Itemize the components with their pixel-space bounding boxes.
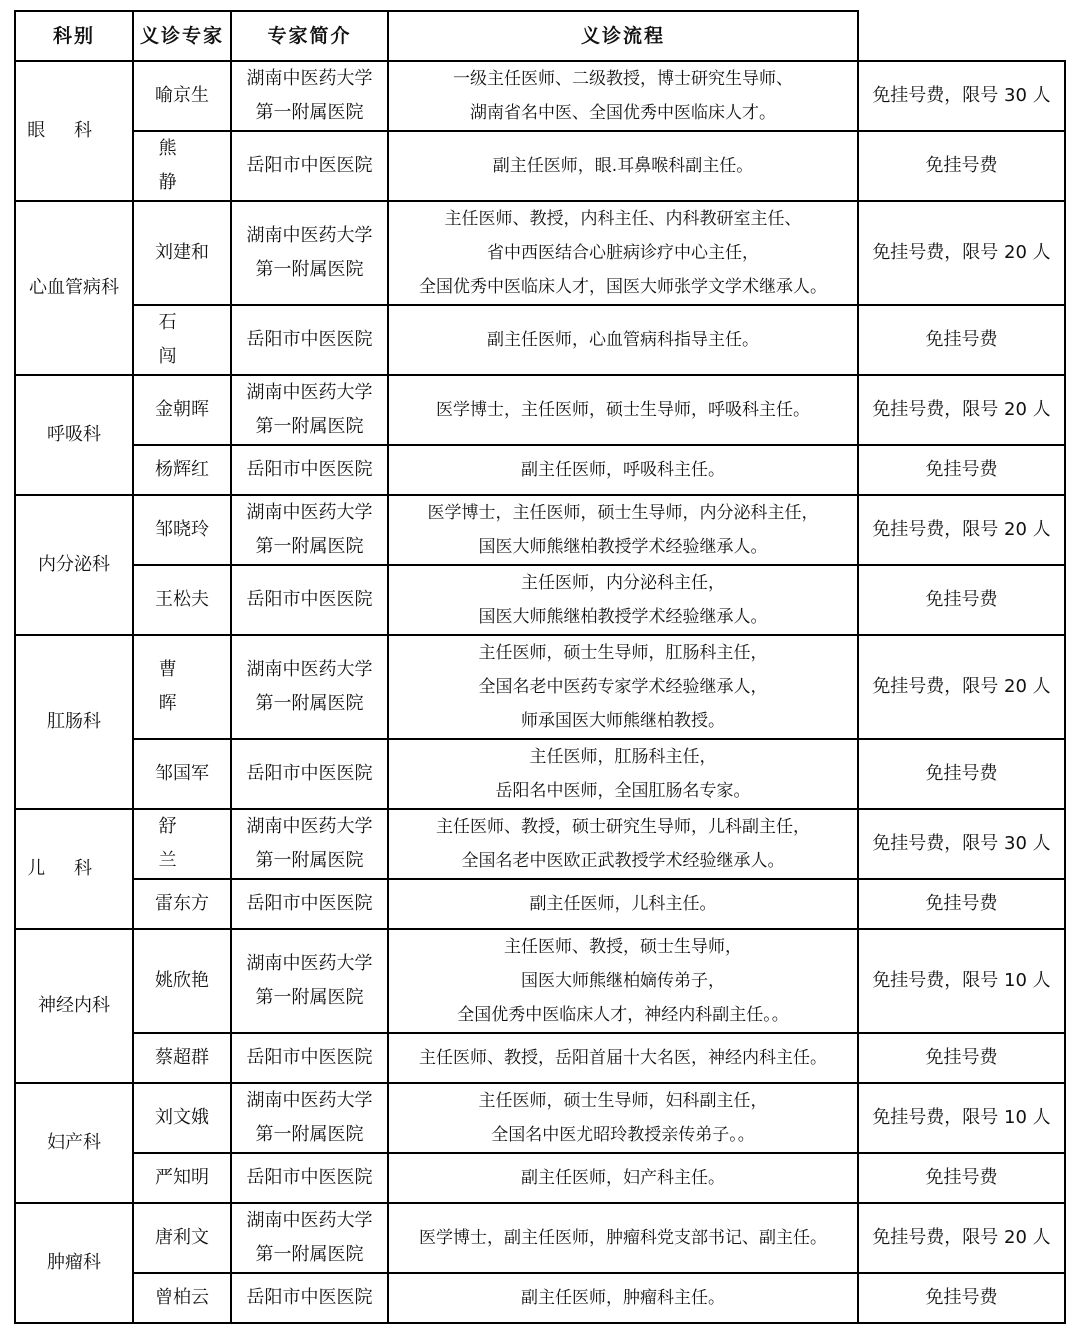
expert-name: 杨辉红 xyxy=(133,445,231,495)
header-dept: 科别 xyxy=(15,11,133,61)
intro-line: 国医大师熊继柏教授学术经验继承人。 xyxy=(478,537,768,557)
intro-cell xyxy=(388,131,858,201)
intro-line: 岳阳名中医师，全国肛肠名专家。 xyxy=(495,781,751,801)
process-cell: 免挂号费 xyxy=(858,1153,1065,1203)
intro-line: 省中西医结合心脏病诊疗中心主任， xyxy=(487,243,759,263)
intro-line: 副主任医师，呼吸科主任。 xyxy=(521,460,725,480)
table-row xyxy=(15,1083,1065,1153)
hospital-cell xyxy=(231,635,388,739)
hospital-line: 第一附属医院 xyxy=(255,1124,364,1145)
expert-name: 邹晓玲 xyxy=(133,495,231,565)
hospital-line: 岳阳市中医医院 xyxy=(246,1167,373,1188)
process-cell: 免挂号费 xyxy=(858,305,1065,375)
intro-cell xyxy=(388,375,858,445)
intro-cell xyxy=(388,61,858,131)
hospital-cell xyxy=(231,809,388,879)
hospital-line: 湖南中医药大学 xyxy=(246,382,373,403)
table-row xyxy=(15,1033,1065,1083)
hospital-cell xyxy=(231,445,388,495)
intro-cell xyxy=(388,635,858,739)
hospital-line: 第一附属医院 xyxy=(255,416,364,437)
intro-line: 副主任医师，肿瘤科主任。 xyxy=(521,1288,725,1308)
process-cell: 免挂号费，限号 20 人 xyxy=(858,375,1065,445)
intro-cell xyxy=(388,201,858,305)
header-intro: 专家简介 xyxy=(231,11,388,61)
intro-cell xyxy=(388,1273,858,1323)
hospital-cell xyxy=(231,201,388,305)
process-cell: 免挂号费，限号 20 人 xyxy=(858,201,1065,305)
intro-line: 全国名中医尤昭玲教授亲传弟子。。 xyxy=(491,1125,755,1145)
expert-name: 蔡超群 xyxy=(133,1033,231,1083)
dept-cell-cardiology: 心血管病科 xyxy=(15,201,133,375)
hospital-line: 岳阳市中医医院 xyxy=(246,763,373,784)
expert-name: 唐利文 xyxy=(133,1203,231,1273)
table-row xyxy=(15,495,1065,565)
hospital-cell xyxy=(231,305,388,375)
hospital-line: 湖南中医药大学 xyxy=(246,953,373,974)
hospital-line: 第一附属医院 xyxy=(255,987,364,1008)
table-row xyxy=(15,375,1065,445)
header-process: 义诊流程 xyxy=(388,11,858,61)
intro-line: 医学博士，副主任医师，肿瘤科党支部书记、副主任。 xyxy=(419,1228,827,1248)
intro-line: 主任医师，硕士生导师，肛肠科主任， xyxy=(478,643,768,663)
hospital-line: 湖南中医药大学 xyxy=(246,502,373,523)
hospital-line: 湖南中医药大学 xyxy=(246,816,373,837)
hospital-line: 岳阳市中医医院 xyxy=(246,155,373,176)
dept-cell-endocrinology: 内分泌科 xyxy=(15,495,133,635)
intro-line: 师承国医大师熊继柏教授。 xyxy=(521,711,725,731)
intro-cell xyxy=(388,1083,858,1153)
process-cell: 免挂号费 xyxy=(858,445,1065,495)
intro-line: 国医大师熊继柏教授学术经验继承人。 xyxy=(478,607,768,627)
hospital-cell xyxy=(231,1273,388,1323)
process-cell: 免挂号费，限号 20 人 xyxy=(858,1203,1065,1273)
process-cell: 免挂号费，限号 30 人 xyxy=(858,809,1065,879)
hospital-line: 第一附属医院 xyxy=(255,536,364,557)
hospital-line: 第一附属医院 xyxy=(255,259,364,280)
process-cell: 免挂号费 xyxy=(858,131,1065,201)
process-cell: 免挂号费 xyxy=(858,1273,1065,1323)
process-cell: 免挂号费，限号 10 人 xyxy=(858,929,1065,1033)
dept-cell-respiratory: 呼吸科 xyxy=(15,375,133,495)
dept-cell-eye: 眼科 xyxy=(15,61,133,201)
table-row xyxy=(15,635,1065,739)
expert-name: 曹晖 xyxy=(133,635,231,739)
table-row xyxy=(15,131,1065,201)
intro-line: 全国名老中医药专家学术经验继承人， xyxy=(478,677,768,697)
table-row xyxy=(15,1153,1065,1203)
process-cell: 免挂号费 xyxy=(858,739,1065,809)
hospital-line: 岳阳市中医医院 xyxy=(246,589,373,610)
header-row xyxy=(15,11,1065,61)
intro-line: 国医大师熊继柏嫡传弟子， xyxy=(521,971,725,991)
intro-line: 主任医师，硕士生导师，妇科副主任， xyxy=(478,1091,768,1111)
table-row xyxy=(15,61,1065,131)
dept-cell-proctology: 肛肠科 xyxy=(15,635,133,809)
intro-line: 主任医师、教授，硕士研究生导师，儿科副主任， xyxy=(436,817,810,837)
expert-name: 熊静 xyxy=(133,131,231,201)
intro-cell xyxy=(388,1203,858,1273)
table-row xyxy=(15,305,1065,375)
expert-name: 舒兰 xyxy=(133,809,231,879)
intro-line: 医学博士，主任医师，硕士生导师，呼吸科主任。 xyxy=(436,400,810,420)
table-row xyxy=(15,809,1065,879)
intro-line: 副主任医师，心血管病科指导主任。 xyxy=(487,330,759,350)
hospital-line: 岳阳市中医医院 xyxy=(246,1047,373,1068)
intro-cell xyxy=(388,1033,858,1083)
hospital-line: 湖南中医药大学 xyxy=(246,225,373,246)
intro-line: 全国优秀中医临床人才，神经内科副主任。。 xyxy=(457,1005,789,1025)
table-row xyxy=(15,565,1065,635)
intro-line: 主任医师、教授，硕士生导师， xyxy=(504,937,742,957)
expert-name: 刘建和 xyxy=(133,201,231,305)
hospital-line: 第一附属医院 xyxy=(255,850,364,871)
clinic-schedule-table xyxy=(14,10,1066,1324)
intro-line: 湖南省名中医、全国优秀中医临床人才。 xyxy=(470,103,776,123)
hospital-line: 湖南中医药大学 xyxy=(246,1090,373,1111)
hospital-cell xyxy=(231,1033,388,1083)
hospital-line: 岳阳市中医医院 xyxy=(246,459,373,480)
table-row xyxy=(15,739,1065,809)
expert-name: 刘文娥 xyxy=(133,1083,231,1153)
dept-cell-pediatrics: 儿科 xyxy=(15,809,133,929)
dept-cell-oncology: 肿瘤科 xyxy=(15,1203,133,1323)
hospital-line: 岳阳市中医医院 xyxy=(246,1287,373,1308)
hospital-line: 第一附属医院 xyxy=(255,693,364,714)
intro-line: 全国名老中医欧正武教授学术经验继承人。 xyxy=(461,851,785,871)
intro-line: 主任医师、教授，岳阳首届十大名医，神经内科主任。 xyxy=(419,1048,827,1068)
intro-cell xyxy=(388,305,858,375)
expert-name: 石闯 xyxy=(133,305,231,375)
process-cell: 免挂号费，限号 10 人 xyxy=(858,1083,1065,1153)
expert-name: 雷东方 xyxy=(133,879,231,929)
dept-cell-obstetrics: 妇产科 xyxy=(15,1083,133,1203)
intro-cell xyxy=(388,739,858,809)
expert-name: 严知明 xyxy=(133,1153,231,1203)
intro-cell xyxy=(388,809,858,879)
table-row xyxy=(15,929,1065,1033)
expert-name: 姚欣艳 xyxy=(133,929,231,1033)
intro-line: 主任医师，肛肠科主任， xyxy=(529,747,717,767)
process-cell: 免挂号费 xyxy=(858,565,1065,635)
intro-line: 全国优秀中医临床人才，国医大师张学文学术继承人。 xyxy=(419,277,827,297)
process-cell: 免挂号费，限号 20 人 xyxy=(858,495,1065,565)
table-row xyxy=(15,1273,1065,1323)
process-cell: 免挂号费 xyxy=(858,1033,1065,1083)
expert-name: 曾柏云 xyxy=(133,1273,231,1323)
intro-line: 副主任医师，儿科主任。 xyxy=(529,894,717,914)
dept-cell-neurology: 神经内科 xyxy=(15,929,133,1083)
intro-line: 主任医师、教授，内科主任、内科教研室主任、 xyxy=(444,209,802,229)
intro-cell xyxy=(388,565,858,635)
expert-name: 邹国军 xyxy=(133,739,231,809)
hospital-cell xyxy=(231,739,388,809)
hospital-cell xyxy=(231,61,388,131)
hospital-line: 岳阳市中医医院 xyxy=(246,893,373,914)
intro-line: 医学博士，主任医师，硕士生导师，内分泌科主任， xyxy=(427,503,819,523)
hospital-line: 湖南中医药大学 xyxy=(246,1210,373,1231)
process-cell: 免挂号费 xyxy=(858,879,1065,929)
hospital-line: 湖南中医药大学 xyxy=(246,68,373,89)
table-row xyxy=(15,1203,1065,1273)
intro-cell xyxy=(388,879,858,929)
hospital-line: 第一附属医院 xyxy=(255,102,364,123)
hospital-cell xyxy=(231,929,388,1033)
intro-line: 副主任医师，眼.耳鼻喉科副主任。 xyxy=(492,156,754,176)
hospital-cell xyxy=(231,565,388,635)
intro-line: 一级主任医师、二级教授，博士研究生导师、 xyxy=(453,69,793,89)
expert-name: 金朝晖 xyxy=(133,375,231,445)
hospital-cell xyxy=(231,879,388,929)
hospital-cell xyxy=(231,375,388,445)
table-row xyxy=(15,445,1065,495)
expert-name: 喻京生 xyxy=(133,61,231,131)
header-expert: 义诊专家 xyxy=(133,11,231,61)
intro-cell xyxy=(388,495,858,565)
process-cell: 免挂号费，限号 20 人 xyxy=(858,635,1065,739)
hospital-cell xyxy=(231,1083,388,1153)
hospital-cell xyxy=(231,131,388,201)
table-row xyxy=(15,201,1065,305)
process-cell: 免挂号费，限号 30 人 xyxy=(858,61,1065,131)
intro-cell xyxy=(388,1153,858,1203)
intro-cell xyxy=(388,445,858,495)
intro-line: 主任医师，内分泌科主任， xyxy=(521,573,725,593)
table-row xyxy=(15,879,1065,929)
hospital-line: 岳阳市中医医院 xyxy=(246,329,373,350)
hospital-line: 第一附属医院 xyxy=(255,1244,364,1265)
intro-cell xyxy=(388,929,858,1033)
intro-line: 副主任医师，妇产科主任。 xyxy=(521,1168,725,1188)
hospital-cell xyxy=(231,1203,388,1273)
hospital-cell xyxy=(231,495,388,565)
expert-name: 王松夫 xyxy=(133,565,231,635)
hospital-line: 湖南中医药大学 xyxy=(246,659,373,680)
hospital-cell xyxy=(231,1153,388,1203)
